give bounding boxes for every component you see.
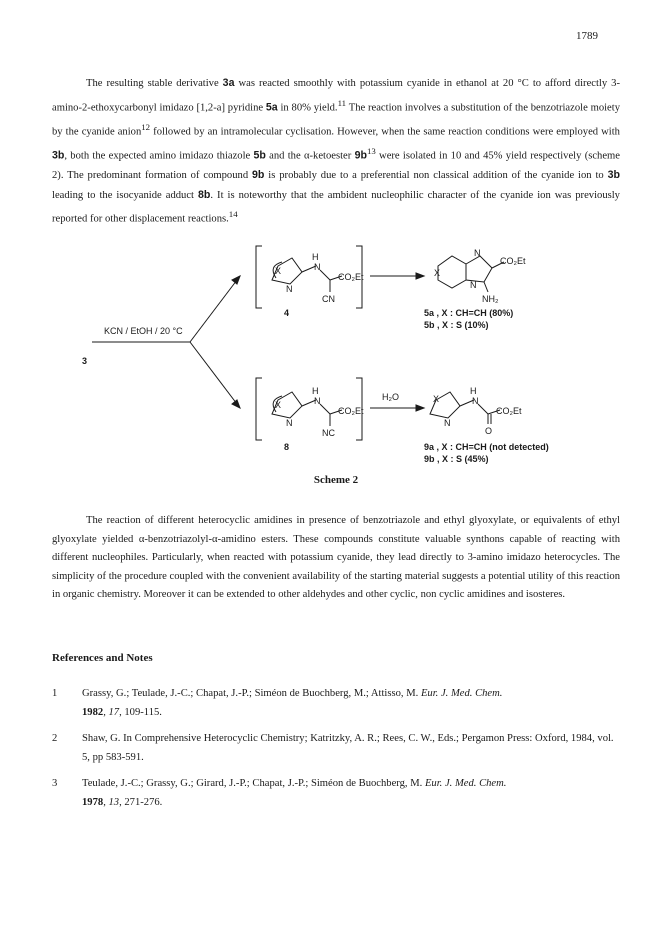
scheme-caption: Scheme 2 xyxy=(313,474,359,486)
structure-8 xyxy=(272,392,342,426)
upper-arrowhead xyxy=(232,276,240,284)
references-list xyxy=(52,685,620,813)
lower-arrowhead xyxy=(232,400,240,408)
bracket-4-left xyxy=(256,246,262,308)
atom-n-ring-8: N xyxy=(286,418,293,428)
co2et-9: CO₂Et xyxy=(496,406,522,416)
atom-h-9: H xyxy=(470,386,477,396)
nh2-5: NH₂ xyxy=(482,294,499,304)
lower-branch-arrow xyxy=(190,342,240,408)
label-4: 4 xyxy=(284,308,290,318)
structure-9 xyxy=(430,392,500,424)
atom-n-5-bridge: N xyxy=(470,280,477,290)
atom-x-8: X xyxy=(275,400,282,410)
paragraph-intro-text: The resulting stable derivative 3a was reacted smoothly with potassium cyanide in ethanol at 20 °C to afford directly 3-amino-2-ethoxycarbonyl imidazo [1,2-a] pyridine 5a in 80% yield.$^{11}$ The reaction involves a substitution of the benzotriazole moiety by the cyanide anion$^{12}$ followed by an intramolecular cyclisation. However, when the same reaction conditions were employed with 3b, both the expected amino imidazo thiazole 5b and the α-ketoester $9b^{13}$ were isolated in 10 and 45% yield respectively (scheme 2). The predominant formation of compound 9b is probably due to a preferential non classical addition of the cyanide ion to 3b leading to the isocyanide adduct 8b. It is noteworthy that the ambident nucleophilic character of the cyanide ion was previously reported for other displacement reactions.$^{14}$ xyxy=(52,77,621,225)
atom-n-5-top: N xyxy=(474,248,481,258)
atom-n-8: N xyxy=(314,396,321,406)
atom-x-4: X xyxy=(275,266,282,276)
product-9b: 9b , X : S (45%) xyxy=(424,454,489,464)
product-9a: 9a , X : CH=CH (not detected) xyxy=(424,442,549,452)
co2et-4: CO₂Et xyxy=(338,272,364,282)
reference-item: 1 Grassy, G.; Teulade, J.-C.; Chapat, J.-P.; Siméon de Buochberg, M.; Attisso, M. Eur. J. Med. Chem. 1982, 17, 109-115. xyxy=(52,685,620,722)
label-8: 8 xyxy=(284,442,290,452)
paragraph-conclusion xyxy=(52,512,620,605)
reference-number: 3 xyxy=(52,778,58,790)
co2et-5: CO₂Et xyxy=(500,256,526,266)
product-5b: 5b , X : S (10%) xyxy=(424,320,489,330)
atom-n-ring-9: N xyxy=(444,418,451,428)
nc-8: NC xyxy=(322,428,335,438)
paragraph-intro xyxy=(52,74,620,229)
reference-item: 3 Teulade, J.-C.; Grassy, G.; Girard, J.-P.; Chapat, J.-P.; Siméon de Buochberg, M. Eur. J. Med. Chem. 1978, 13, 271-276. xyxy=(52,775,620,812)
reference-number: 1 xyxy=(52,688,58,699)
atom-h-4: H xyxy=(312,252,319,262)
page-number: 1789 xyxy=(576,30,598,42)
atom-n-9: N xyxy=(472,396,479,406)
h2o-label: H₂O xyxy=(382,392,399,402)
atom-n-ring-4: N xyxy=(286,284,293,294)
references-heading: References and Notes xyxy=(52,652,153,664)
co2et-8: CO₂Et xyxy=(338,406,364,416)
reference-item: 2 Shaw, G. In Comprehensive Heterocyclic Chemistry; Katritzky, A. R.; Rees, C. W., Eds.; Pergamon Press: Oxford, 1984, vol. 5, pp 583-591. xyxy=(52,730,620,767)
cn-4: CN xyxy=(322,294,335,304)
bracket-8-left xyxy=(256,378,262,440)
atom-x-5: X xyxy=(434,268,441,278)
paragraph-conclusion-text: The reaction of different heterocyclic amidines in presence of benzotriazole and ethyl glyoxylate, or equivalents of ethyl glyoxylate yielded α-benzotriazolyl-α-amidino esters. These compounds constitute valuable synthons capable of reacting with different nucleophiles. Particularly, when reacted with potassium cyanide, they lead directly to 3-amino imidazo heterocycles. The simplicity of the procedure coupled with the convenient availability of the starting material suggests a potential utility of this reaction in organic chemistry. Moreover it can be extended to other aldehydes and other cyclic, non cyclic amidines and isosteres. xyxy=(52,515,620,601)
label-3: 3 xyxy=(82,356,88,366)
structure-4 xyxy=(272,258,342,292)
atom-n-4: N xyxy=(314,262,321,272)
product-5a: 5a , X : CH=CH (80%) xyxy=(424,308,514,318)
reference-number: 2 xyxy=(52,733,58,745)
reaction-scheme xyxy=(0,236,672,466)
o-9: O xyxy=(485,426,493,436)
conditions: KCN / EtOH / 20 °C xyxy=(104,326,183,336)
atom-h-8: H xyxy=(312,386,319,396)
atom-x-9: X xyxy=(433,394,440,404)
upper-branch-arrow xyxy=(190,276,240,342)
